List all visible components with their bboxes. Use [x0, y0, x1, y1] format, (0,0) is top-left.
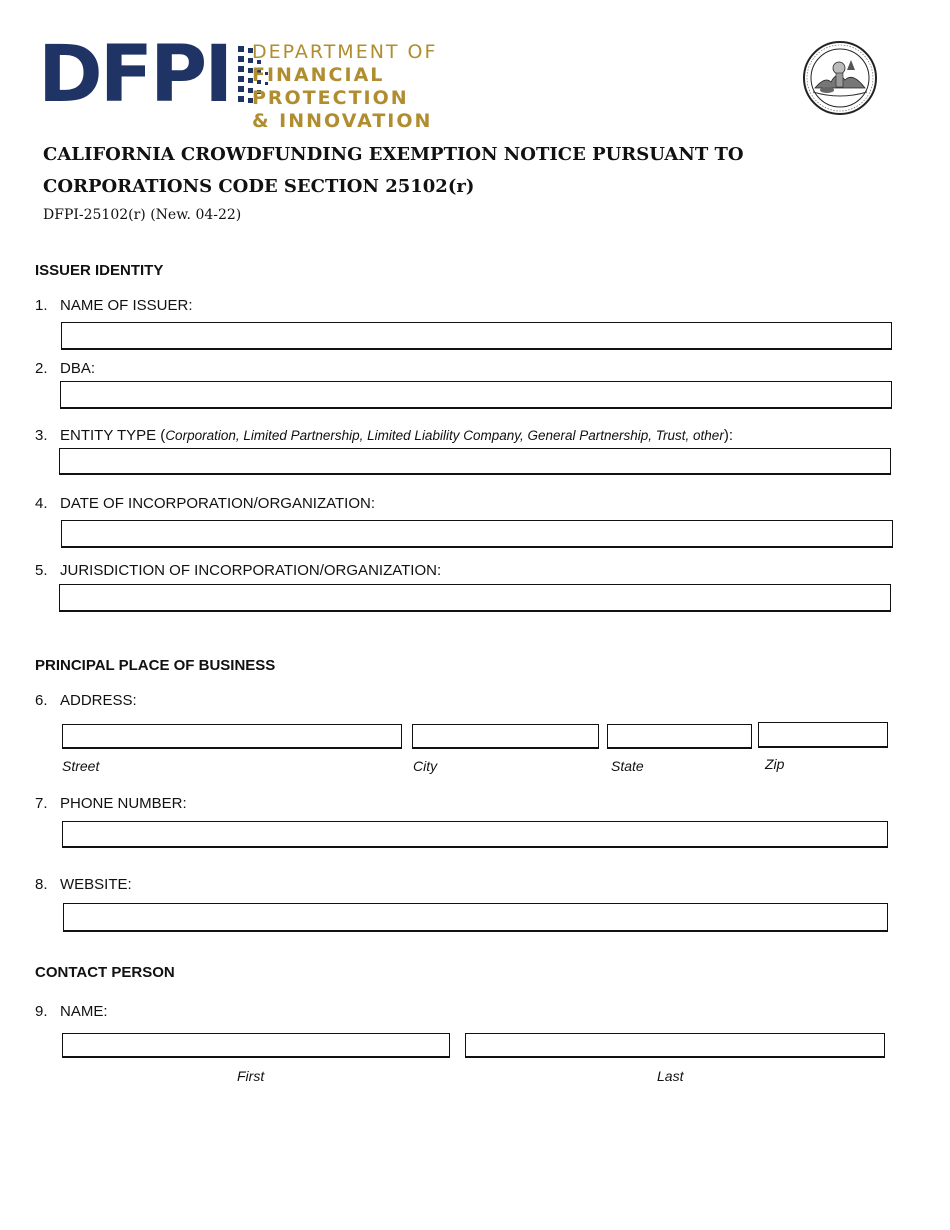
logo-department-text — [252, 41, 518, 133]
field-label-text: DATE OF INCORPORATION/ORGANIZATION: — [60, 495, 376, 512]
address-city-input[interactable] — [412, 724, 599, 749]
field-number: 8. — [35, 876, 48, 893]
phone-number-input[interactable] — [62, 821, 888, 848]
section-issuer-identity: ISSUER IDENTITY — [35, 262, 164, 279]
form-number: DFPI-25102(r) (New. 04-22) — [43, 207, 242, 223]
last-name-caption: Last — [657, 1068, 684, 1084]
field-label-entity-type — [35, 427, 733, 444]
section-contact-person: CONTACT PERSON — [35, 964, 175, 981]
field-label-jurisdiction — [35, 562, 441, 579]
address-state-input[interactable] — [607, 724, 752, 749]
field-label-text: NAME: — [60, 1003, 108, 1020]
entity-type-input[interactable] — [59, 448, 891, 475]
jurisdiction-input[interactable] — [59, 584, 891, 612]
state-caption: State — [611, 758, 644, 774]
contact-first-name-input[interactable] — [62, 1033, 450, 1058]
field-label-date-of-incorporation — [35, 495, 375, 512]
field-label-text: ADDRESS: — [60, 692, 137, 709]
page-title-line-1: CALIFORNIA CROWDFUNDING EXEMPTION NOTICE PURSUANT TO — [43, 144, 744, 165]
logo-line-1: DEPARTMENT OF — [252, 41, 438, 63]
field-number: 5. — [35, 562, 48, 579]
field-label-text: PHONE NUMBER: — [60, 795, 187, 812]
field-label-text: ENTITY TYPE ( — [60, 427, 166, 444]
field-number: 7. — [35, 795, 48, 812]
field-label-text: JURISDICTION OF INCORPORATION/ORGANIZATION: — [60, 562, 442, 579]
logo-line-2: FINANCIAL PROTECTION — [252, 64, 409, 109]
field-label-address — [35, 692, 137, 709]
address-zip-input[interactable] — [758, 722, 888, 748]
contact-last-name-input[interactable] — [465, 1033, 885, 1058]
field-label-text: DBA: — [60, 360, 96, 377]
first-name-caption: First — [237, 1068, 265, 1084]
logo-line-3: & INNOVATION — [252, 110, 433, 132]
dba-input[interactable] — [60, 381, 892, 409]
logo-letters: DFPI — [38, 30, 231, 120]
address-street-input[interactable] — [62, 724, 402, 749]
street-caption: Street — [62, 758, 100, 774]
website-input[interactable] — [63, 903, 888, 932]
field-label-text: WEBSITE: — [60, 876, 132, 893]
field-label-website — [35, 876, 132, 893]
city-caption: City — [413, 758, 438, 774]
date-of-incorporation-input[interactable] — [61, 520, 893, 548]
california-state-seal-icon — [801, 40, 879, 116]
field-number: 2. — [35, 360, 48, 377]
field-number: 3. — [35, 427, 48, 444]
field-label-text: NAME OF ISSUER: — [60, 297, 193, 314]
field-number: 6. — [35, 692, 48, 709]
field-number: 4. — [35, 495, 48, 512]
field-label-phone-number — [35, 795, 187, 812]
page-title-line-2: CORPORATIONS CODE SECTION 25102(r) — [43, 176, 475, 197]
name-of-issuer-input[interactable] — [61, 322, 892, 350]
field-number: 1. — [35, 297, 48, 314]
field-label-suffix: ): — [723, 427, 733, 444]
dfpi-logo — [38, 30, 518, 132]
field-label-dba — [35, 360, 95, 377]
section-principal-place-of-business: PRINCIPAL PLACE OF BUSINESS — [35, 657, 276, 674]
field-label-name-of-issuer — [35, 297, 193, 314]
field-number: 9. — [35, 1003, 48, 1020]
entity-type-hint: Corporation, Limited Partnership, Limited Liability Company, General Partnership, Trust, other — [165, 428, 724, 443]
zip-caption: Zip — [765, 756, 785, 772]
field-label-contact-name — [35, 1003, 108, 1020]
